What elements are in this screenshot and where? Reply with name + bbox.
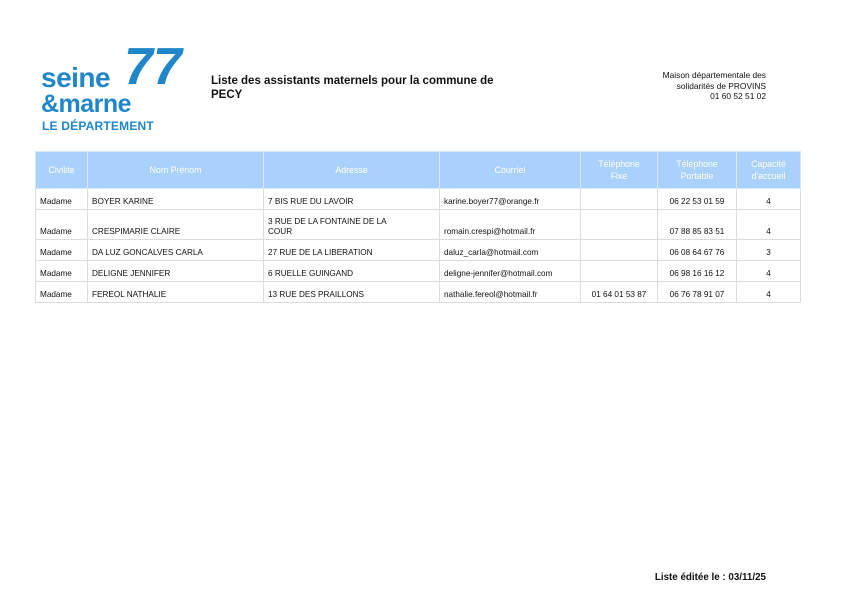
maison-line-1: Maison départementale des xyxy=(662,70,766,80)
cell-fixe xyxy=(581,189,658,210)
cell-capacite: 3 xyxy=(737,240,801,261)
cell-civilite: Madame xyxy=(36,210,88,240)
cell-portable: 06 22 53 01 59 xyxy=(658,189,737,210)
col-header-civilite: Civilite xyxy=(36,152,88,189)
cell-portable: 06 98 16 16 12 xyxy=(658,261,737,282)
logo-77-text: 77 xyxy=(124,38,182,96)
cell-adresse: 27 RUE DE LA LIBERATION xyxy=(264,240,440,261)
cell-courriel: karine.boyer77@orange.fr xyxy=(440,189,581,210)
cell-civilite: Madame xyxy=(36,189,88,210)
header-text: Téléphone xyxy=(598,159,640,169)
title-line-1: Liste des assistants maternels pour la commune de xyxy=(211,75,494,87)
cell-capacite: 4 xyxy=(737,189,801,210)
col-header-nom: Nom Prénom xyxy=(88,152,264,189)
col-header-adresse: Adresse xyxy=(264,152,440,189)
cell-capacite: 4 xyxy=(737,261,801,282)
table-row xyxy=(36,210,801,240)
table-row xyxy=(36,240,801,261)
cell-adresse: 13 RUE DES PRAILLONS xyxy=(264,282,440,303)
cell-portable: 07 88 85 83 51 xyxy=(658,210,737,240)
cell-fixe: 01 64 01 53 87 xyxy=(581,282,658,303)
cell-fixe xyxy=(581,240,658,261)
seine-et-marne-logo xyxy=(40,38,182,134)
col-header-telephone-portable xyxy=(658,152,737,189)
cell-capacite: 4 xyxy=(737,210,801,240)
cell-courriel: nathalie.fereol@hotmail.fr xyxy=(440,282,581,303)
logo-77-mark xyxy=(124,38,182,96)
cell-nom: FEREOL NATHALIE xyxy=(88,282,264,303)
edition-date: Liste éditée le : 03/11/25 xyxy=(654,572,766,583)
cell-nom: DA LUZ GONCALVES CARLA xyxy=(88,240,264,261)
adresse-line-2: COUR xyxy=(268,227,293,236)
table-row xyxy=(36,261,801,282)
header-text: Portable xyxy=(680,171,714,181)
maison-line-2: solidarités de PROVINS xyxy=(676,80,766,91)
table-header-row xyxy=(36,152,801,189)
col-header-courriel: Courriel xyxy=(440,152,581,189)
header-text: Fixe xyxy=(610,171,628,181)
cell-portable: 06 76 78 91 07 xyxy=(658,282,737,303)
adresse-line-1: 3 RUE DE LA FONTAINE DE LA xyxy=(268,217,387,226)
assistants-table xyxy=(35,151,801,303)
col-header-telephone-fixe xyxy=(581,152,658,189)
cell-nom: CRESPIMARIE CLAIRE xyxy=(88,210,264,240)
cell-fixe xyxy=(581,210,658,240)
cell-nom: BOYER KARINE xyxy=(88,189,264,210)
cell-nom: DELIGNE JENNIFER xyxy=(88,261,264,282)
header-text: Téléphone xyxy=(676,159,718,169)
cell-adresse: 7 BIS RUE DU LAVOIR xyxy=(264,189,440,210)
maison-departementale-info xyxy=(663,70,766,102)
page-title xyxy=(211,74,511,102)
logo-line-seine: seine xyxy=(41,62,111,93)
cell-adresse: 6 RUELLE GUINGAND xyxy=(264,261,440,282)
table-row xyxy=(36,189,801,210)
cell-civilite: Madame xyxy=(36,282,88,303)
maison-phone: 01 60 52 51 02 xyxy=(710,91,766,101)
cell-portable: 06 08 64 67 76 xyxy=(658,240,737,261)
logo-line-marne: &marne xyxy=(41,90,132,118)
cell-civilite: Madame xyxy=(36,240,88,261)
header-text: Capacité xyxy=(751,159,786,169)
cell-civilite: Madame xyxy=(36,261,88,282)
col-header-capacite xyxy=(737,152,801,189)
title-commune: PECY xyxy=(211,89,243,101)
logo-line-departement: LE DÉPARTEMENT xyxy=(42,119,154,133)
cell-courriel: deligne-jennifer@hotmail.com xyxy=(440,261,581,282)
cell-courriel: daluz_carla@hotmail.com xyxy=(440,240,581,261)
table-row xyxy=(36,282,801,303)
header-text: d'accueil xyxy=(751,171,786,181)
cell-adresse xyxy=(264,210,440,240)
cell-fixe xyxy=(581,261,658,282)
cell-courriel: romain.crespi@hotmail.fr xyxy=(440,210,581,240)
cell-capacite: 4 xyxy=(737,282,801,303)
